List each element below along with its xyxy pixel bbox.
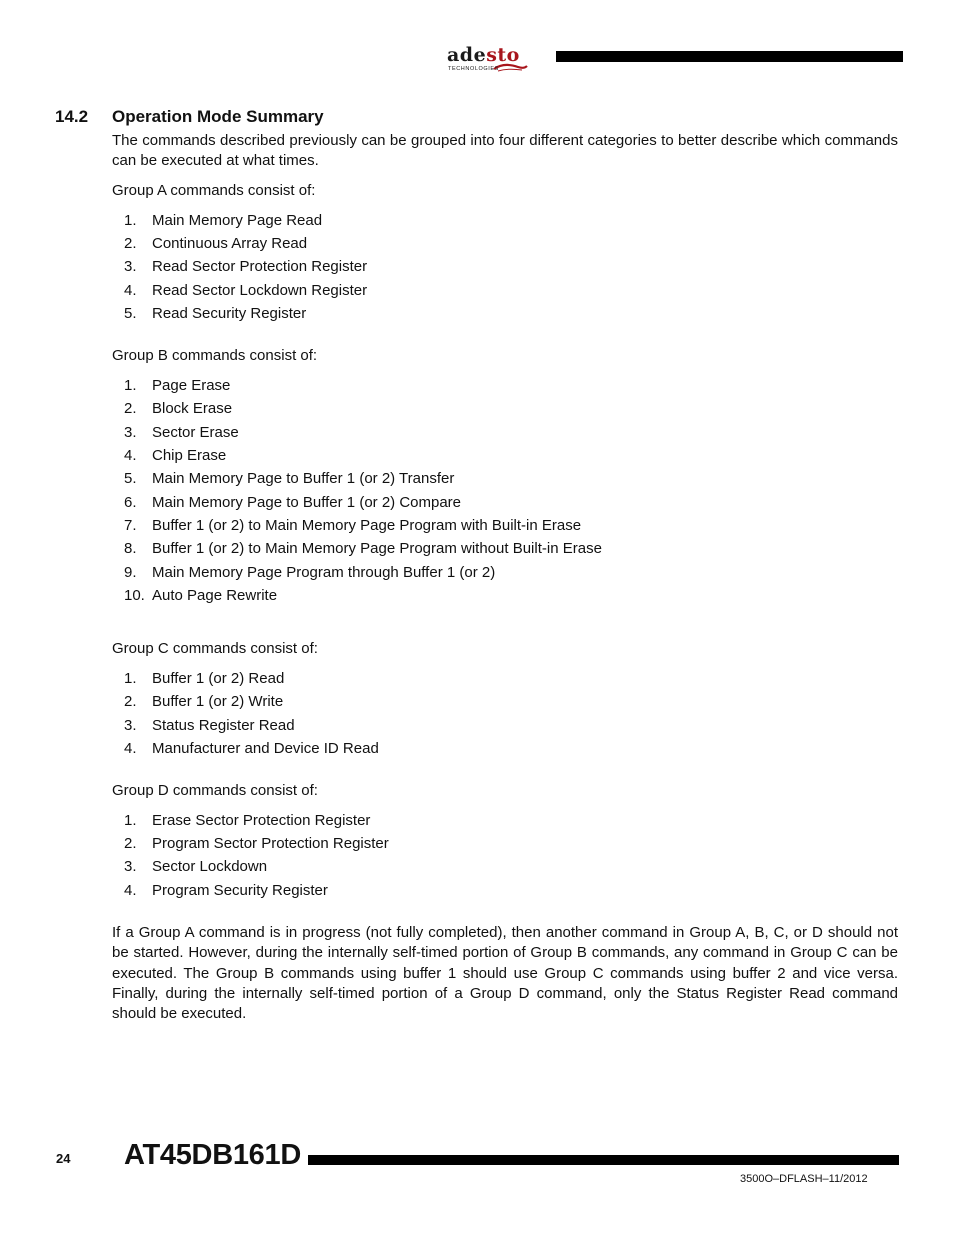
header-rule [556,51,903,62]
document-code: 3500O–DFLASH–11/2012 [740,1173,868,1185]
item-text: Main Memory Page Read [152,212,323,229]
item-number: 5. [124,470,137,487]
item-text: Manufacturer and Device ID Read [152,740,379,757]
item-text: Sector Erase [152,424,239,441]
item-number: 2. [124,400,137,417]
item-text: Continuous Array Read [152,235,308,252]
item-number: 2. [124,693,137,710]
item-text: Read Sector Protection Register [152,258,368,275]
item-number: 6. [124,494,137,511]
section-title: Operation Mode Summary [112,107,324,126]
item-text: Buffer 1 (or 2) to Main Memory Page Program without Built-in Erase [152,540,602,557]
item-number: 4. [124,282,137,299]
item-number: 7. [124,517,137,534]
page-number: 24 [56,1151,71,1166]
item-text: Block Erase [152,400,233,417]
footer-rule [308,1155,899,1165]
group-b-heading: Group B commands consist of: [112,347,318,364]
logo-subtitle: TECHNOLOGIES [448,66,499,72]
item-text: Read Sector Lockdown Register [152,282,368,299]
item-number: 5. [124,305,137,322]
document-title: AT45DB161D [124,1139,301,1171]
item-text: Buffer 1 (or 2) to Main Memory Page Program with Built-in Erase [152,517,582,534]
logo-word-main: ade [447,44,487,66]
item-number: 8. [124,540,137,557]
item-number: 10. [124,587,145,604]
item-text: Sector Lockdown [152,858,268,875]
intro-paragraph: The commands described previously can be grouped into four different categories to better describe which commands can be executed at what times. [112,132,898,170]
item-text: Main Memory Page to Buffer 1 (or 2) Transfer [152,470,455,487]
item-number: 3. [124,717,137,734]
item-number: 3. [124,858,137,875]
item-text: Program Sector Protection Register [152,835,389,852]
group-c-heading: Group C commands consist of: [112,640,318,657]
item-number: 1. [124,670,137,687]
item-number: 4. [124,882,137,899]
item-number: 4. [124,740,137,757]
item-number: 3. [124,424,137,441]
item-text: Buffer 1 (or 2) Read [152,670,285,687]
item-text: Program Security Register [152,882,328,899]
item-number: 2. [124,835,137,852]
item-number: 1. [124,377,137,394]
group-a-heading: Group A commands consist of: [112,182,316,199]
item-text: Buffer 1 (or 2) Write [152,693,284,710]
logo-word-accent: sto [486,44,520,66]
item-text: Main Memory Page Program through Buffer 1 (or 2) [152,564,496,581]
adesto-logo [446,44,536,76]
item-text: Main Memory Page to Buffer 1 (or 2) Compare [152,494,462,511]
item-text: Status Register Read [152,717,295,734]
item-number: 1. [124,812,137,829]
item-number: 2. [124,235,137,252]
item-text: Chip Erase [152,447,227,464]
item-number: 4. [124,447,137,464]
item-text: Read Security Register [152,305,307,322]
section-number: 14.2 [55,107,89,126]
item-text: Page Erase [152,377,231,394]
closing-paragraph: If a Group A command is in progress (not fully completed), then another command in Group A, B, C, or D should not be started. However, during the internally self-timed portion of Group B commands, any command in Group C can be executed. The Group B commands using buffer 1 should use Group C commands using buffer 2 and vice versa. Finally, during the internally self-timed portion of a Group D command, only the Status Register Read command should be executed. [112,924,898,1023]
item-text: Auto Page Rewrite [152,587,278,604]
item-number: 9. [124,564,137,581]
group-d-heading: Group D commands consist of: [112,782,318,799]
item-number: 3. [124,258,137,275]
item-number: 1. [124,212,137,229]
item-text: Erase Sector Protection Register [152,812,371,829]
